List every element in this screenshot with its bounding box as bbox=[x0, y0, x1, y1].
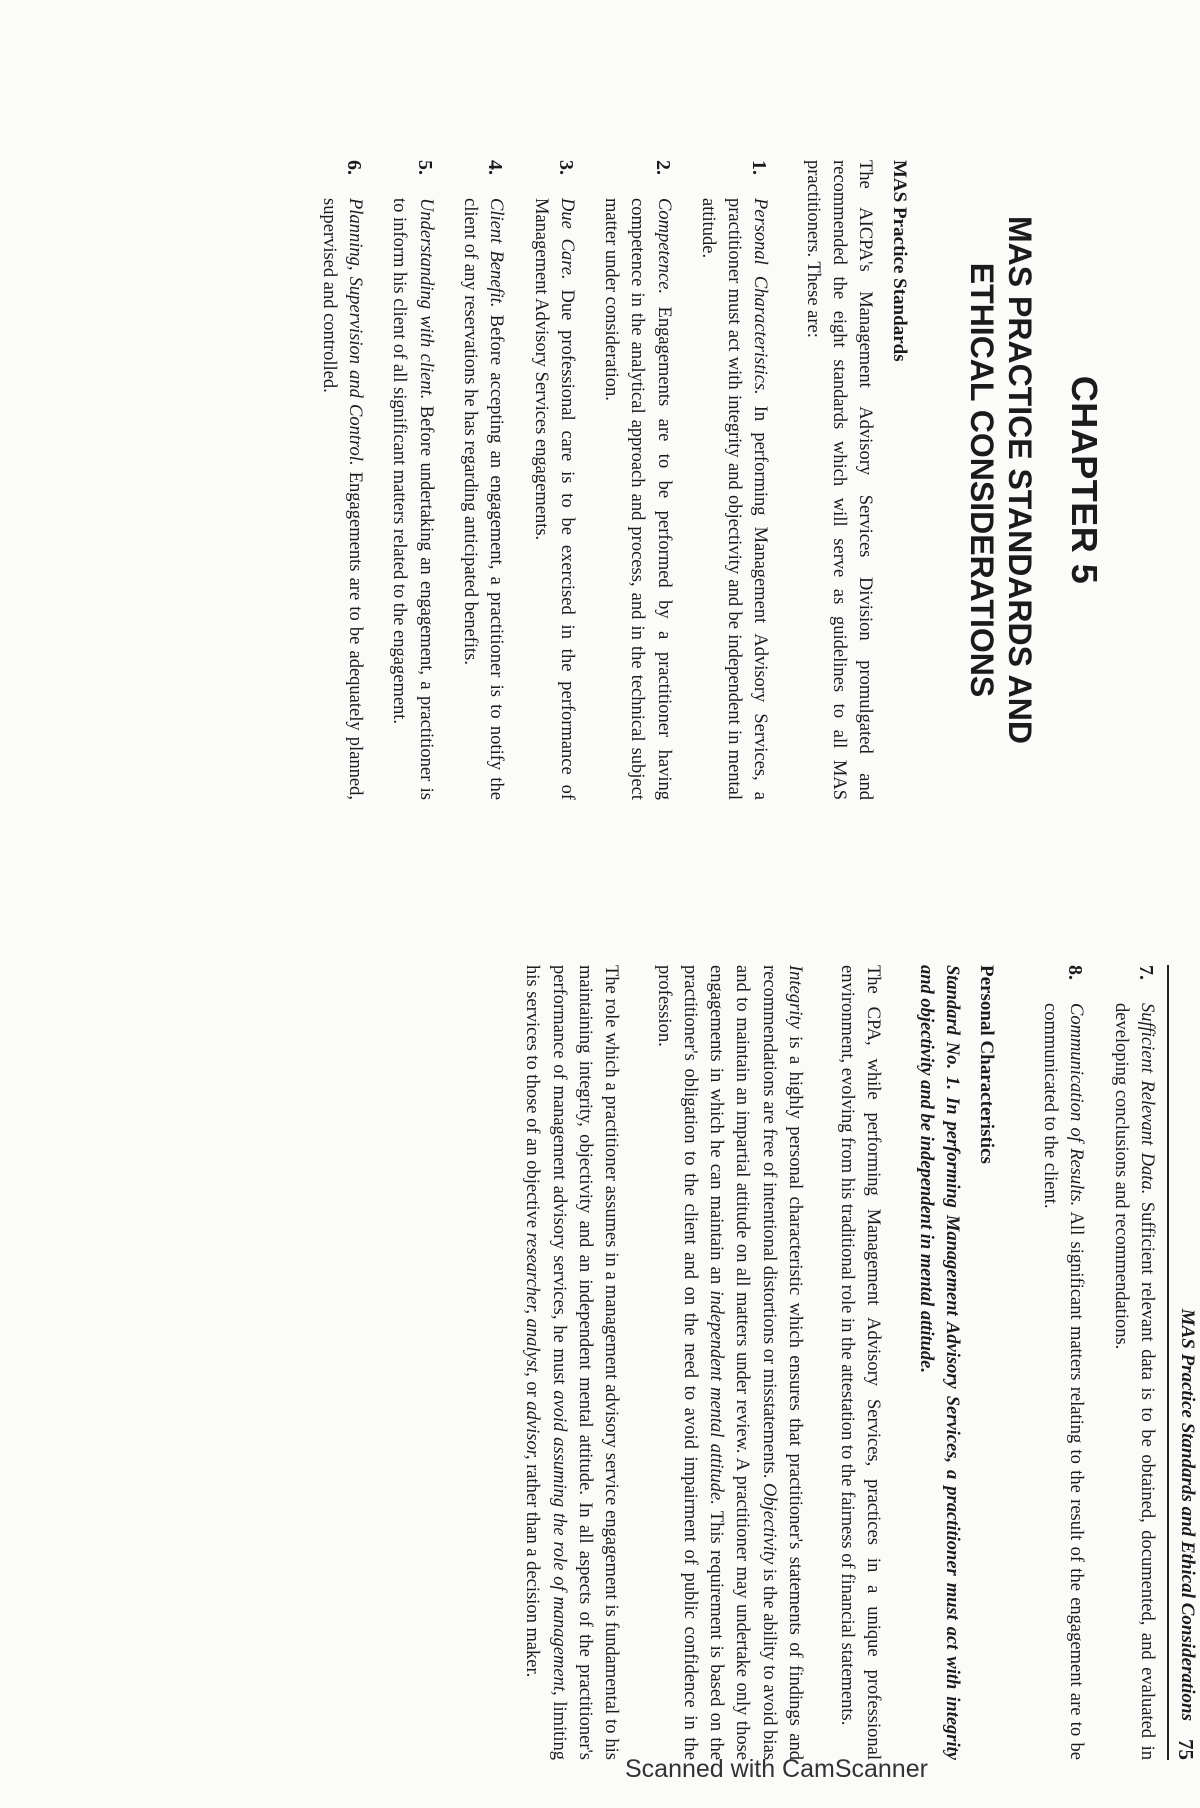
standard-text: In performing Management Advisory Services, a practitioner must act with integrity and objectivity and be independent in mental attitude. bbox=[915, 965, 962, 1760]
item-term: Sufficient Relevant Data. bbox=[1137, 1003, 1157, 1195]
integrity-text-1: is a highly personal characteristic which ensures that practitioner's statements of findings and recommendations are free of intentional distortions or misstatements. bbox=[758, 965, 805, 1760]
left-column bbox=[298, 160, 1105, 800]
role-emphasis-2: researcher, analyst, bbox=[522, 1232, 543, 1377]
item-number: 2. bbox=[651, 160, 674, 175]
item-term: Planning, Supervision and Control. bbox=[345, 198, 366, 466]
item-term: Personal Characteristics. bbox=[750, 198, 771, 395]
standard-label: Standard No. 1. bbox=[941, 965, 962, 1091]
item-text: Sufficient relevant data is to be obtained, documented, and evaluated in developing conclusions and recommendations. bbox=[1110, 1003, 1157, 1760]
list-item bbox=[527, 160, 580, 800]
independent-term: independent mental attitude. bbox=[706, 1290, 727, 1505]
standards-list-left bbox=[316, 160, 774, 800]
scanner-watermark: Scanned with CamScanner bbox=[625, 1755, 928, 1783]
chapter-title-line-1: MAS PRACTICE STANDARDS AND bbox=[1002, 216, 1038, 744]
item-text: Engagements are to be adequately planned, supervised and controlled. bbox=[318, 198, 366, 800]
item-number: 3. bbox=[554, 160, 577, 175]
item-term: Client Benefit. bbox=[486, 198, 507, 308]
item-number: 6. bbox=[343, 160, 366, 175]
standard-statement bbox=[912, 965, 965, 1760]
list-item bbox=[316, 160, 369, 800]
item-term: Due Care. bbox=[556, 198, 577, 280]
chapter-number: CHAPTER 5 bbox=[1064, 375, 1105, 585]
item-term: Competence. bbox=[653, 198, 674, 295]
item-number: 1. bbox=[748, 160, 771, 175]
list-item bbox=[457, 160, 510, 800]
item-text: Engagements are to be performed by a practitioner having competence in the analytical approach and process, and in the technical subject matter under consideration. bbox=[601, 198, 674, 800]
role-text-3: or bbox=[522, 1376, 543, 1402]
item-text: All significant matters relating to the result of the engagement are to be communicated to the client. bbox=[1040, 1003, 1087, 1760]
item-number: 7. bbox=[1135, 965, 1157, 980]
running-title: MAS Practice Standards and Ethical Considerations bbox=[1177, 1308, 1198, 1721]
list-item bbox=[1037, 965, 1090, 1760]
integrity-text-3: This requirement is based on the practitioner's obligation to the client and on the need to avoid impairment of public confidence in the profession. bbox=[653, 965, 727, 1760]
item-text: Before undertaking an engagement, a practitioner is to inform his client of all significant matters related to the engagement. bbox=[389, 198, 436, 800]
item-term: Communication of Results. bbox=[1066, 1003, 1087, 1207]
list-item bbox=[1107, 965, 1160, 1760]
list-item bbox=[598, 160, 677, 800]
role-paragraph bbox=[519, 965, 624, 1760]
item-text: Due professional care is to be exercised in the performance of Management Advisory Services engagements. bbox=[530, 198, 577, 800]
list-item bbox=[695, 160, 774, 800]
chapter-title-line-2: ETHICAL CONSIDERATIONS bbox=[963, 262, 1000, 698]
integrity-term: Integrity bbox=[784, 965, 805, 1029]
page-number: 75 bbox=[1174, 1739, 1198, 1760]
item-number: 5. bbox=[413, 160, 436, 175]
cpa-paragraph: The CPA, while performing Management Advisory Services, practices in a unique professional environment, evolving from his traditional role in the attestation to the fairness of financial statements. bbox=[837, 965, 884, 1760]
item-text: In performing Management Advisory Services, a practitioner must act with integrity and objectivity and be independent in mental attitude. bbox=[697, 198, 771, 800]
left-page bbox=[0, 40, 1200, 880]
right-page bbox=[0, 930, 1200, 1790]
item-text: Before accepting an engagement, a practitioner is to notify the client of any reservations he has regarding anticipated benefits. bbox=[460, 198, 507, 800]
objectivity-term: Objectivity bbox=[758, 1483, 779, 1565]
item-number: 8. bbox=[1064, 965, 1087, 980]
integrity-paragraph bbox=[650, 965, 808, 1760]
standards-list-right bbox=[1037, 965, 1160, 1760]
role-text-2: limiting his services to those of an objective bbox=[522, 965, 569, 1760]
role-emphasis-1: avoid assuming the role of management, bbox=[548, 1390, 569, 1696]
role-text-4: rather than a decision maker. bbox=[522, 1459, 543, 1678]
integrity-text-2: is the ability to avoid bias and to maintain an impartial attitude on all matters under review. A practitioner may undertake only those engagements in which he can maintain an bbox=[706, 965, 779, 1760]
item-term: Understanding with client. bbox=[415, 198, 436, 400]
chapter-title bbox=[962, 160, 1039, 800]
list-item bbox=[386, 160, 439, 800]
role-emphasis-3: advisor, bbox=[522, 1401, 543, 1460]
running-header bbox=[1167, 965, 1198, 1760]
role-text-1: The role which a practitioner assumes in a management advisory service engagement is fundamental to his maintaining integrity, objectivity and an independent mental attitude. In all aspects of the practitioner's performance of management advisory services, he must bbox=[548, 965, 622, 1760]
section-heading-personal: Personal Characteristics bbox=[975, 965, 997, 1164]
intro-paragraph: The AICPA's Management Advisory Services Division promulgated and recommended the eight standards which will serve as guidelines to all MAS practitioners. These are: bbox=[802, 160, 876, 800]
right-column bbox=[493, 965, 1160, 1760]
section-heading: MAS Practice Standards bbox=[889, 160, 911, 362]
item-number: 4. bbox=[484, 160, 507, 175]
